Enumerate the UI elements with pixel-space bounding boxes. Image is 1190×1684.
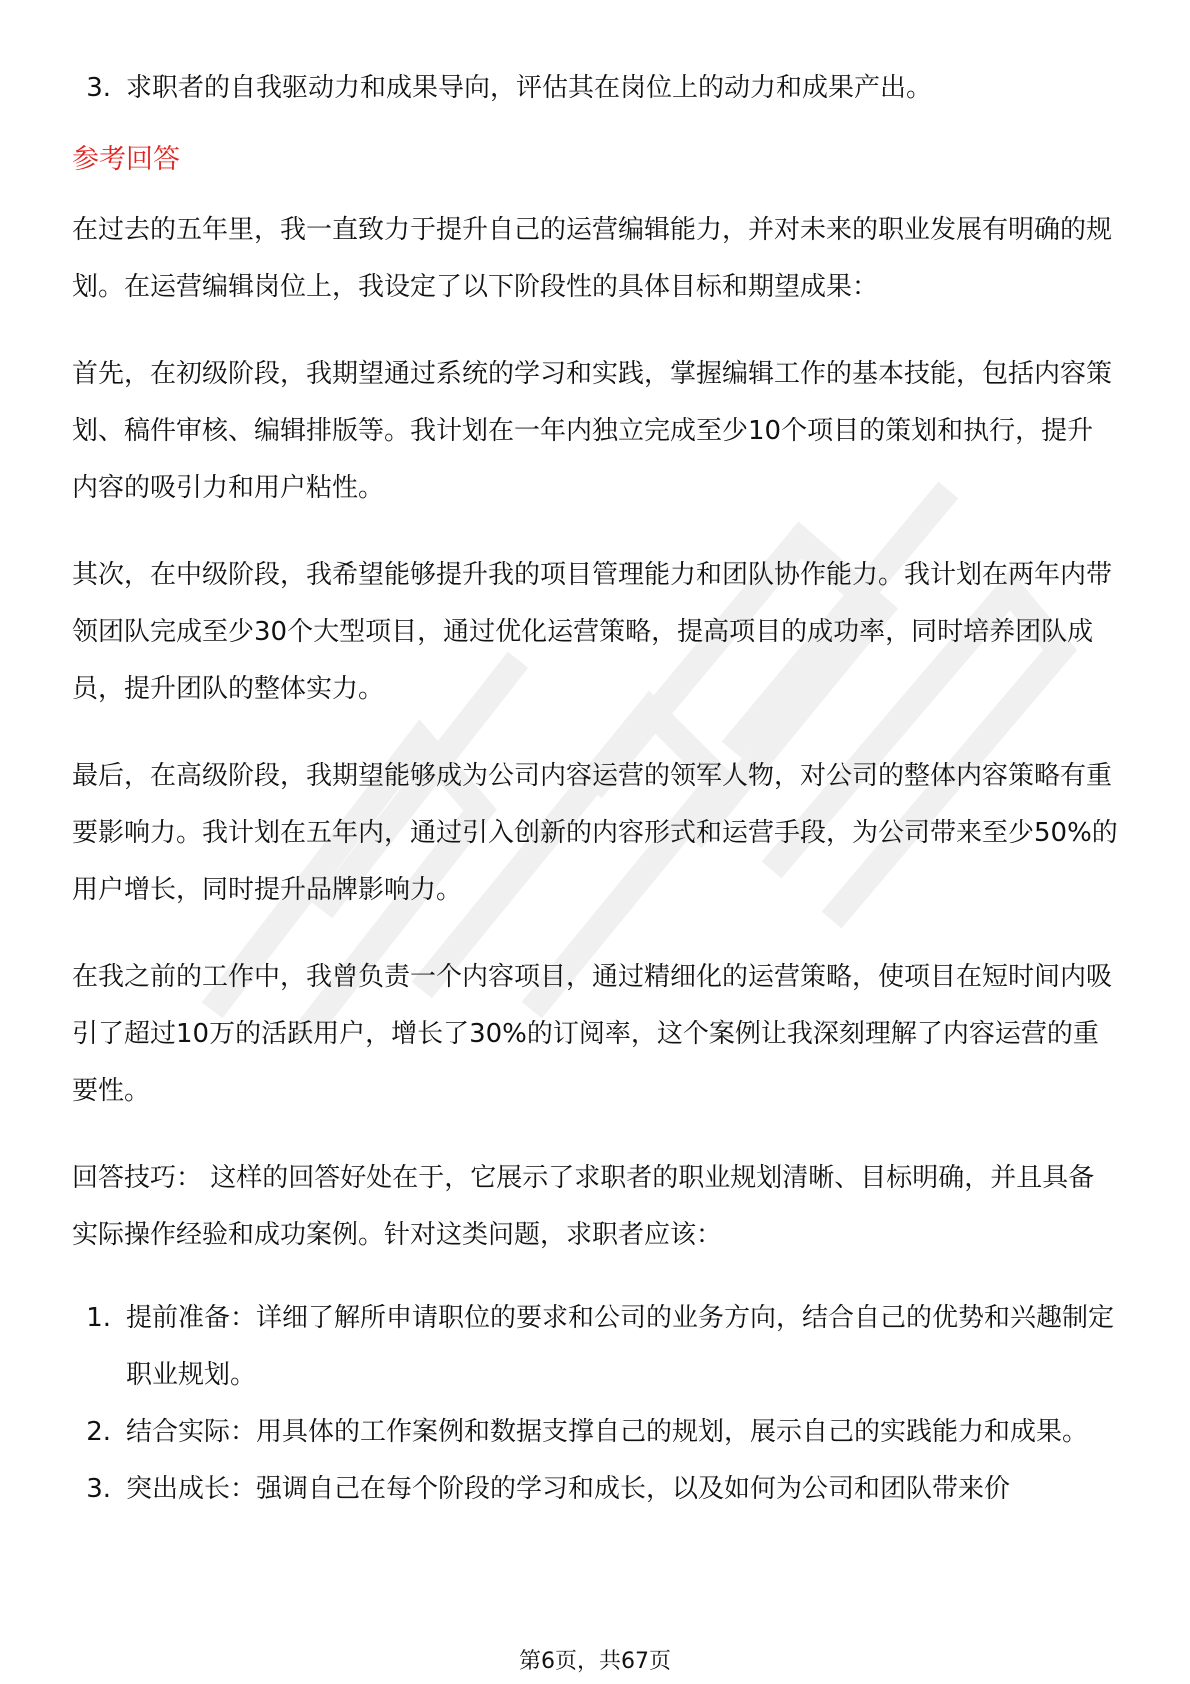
- list-item: [72, 1290, 1118, 1404]
- list-number: 3.: [86, 73, 111, 103]
- section-heading: 参考回答: [72, 144, 180, 175]
- document-body: [72, 60, 1118, 1518]
- tips-list: [72, 1290, 1118, 1518]
- list-text: 结合实际：用具体的工作案例和数据支撑自己的规划，展示自己的实践能力和成果。: [126, 1417, 1089, 1447]
- list-item: [72, 1461, 1118, 1518]
- list-text: 提前准备：详细了解所申请职位的要求和公司的业务方向，结合自己的优势和兴趣制定职业规划。: [126, 1303, 1115, 1390]
- paragraph: 其次，在中级阶段，我希望能够提升我的项目管理能力和团队协作能力。我计划在两年内带领团队完成至少30个大型项目，通过优化运营策略，提高项目的成功率，同时培养团队成员，提升团队的整体实力。: [72, 560, 1113, 704]
- list-number: 1.: [86, 1303, 111, 1333]
- paragraph: 最后，在高级阶段，我期望能够成为公司内容运营的领军人物，对公司的整体内容策略有重要影响力。我计划在五年内，通过引入创新的内容形式和运营手段，为公司带来至少50%的用户增长，同时提升品牌影响力。: [72, 761, 1118, 905]
- list-number: 3.: [86, 1474, 111, 1504]
- paragraph: 首先，在初级阶段，我期望通过系统的学习和实践，掌握编辑工作的基本技能，包括内容策划、稿件审核、编辑排版等。我计划在一年内独立完成至少10个项目的策划和执行，提升内容的吸引力和用户粘性。: [72, 359, 1113, 503]
- page-footer: 第6页，共67页: [519, 1649, 671, 1674]
- list-text: 求职者的自我驱动力和成果导向，评估其在岗位上的动力和成果产出。: [126, 73, 933, 103]
- paragraph: 在过去的五年里，我一直致力于提升自己的运营编辑能力，并对未来的职业发展有明确的规划。在运营编辑岗位上，我设定了以下阶段性的具体目标和期望成果：: [72, 215, 1113, 302]
- list-text: 突出成长：强调自己在每个阶段的学习和成长，以及如何为公司和团队带来价: [126, 1474, 1011, 1504]
- paragraph: 回答技巧： 这样的回答好处在于，它展示了求职者的职业规划清晰、目标明确，并且具备实际操作经验和成功案例。针对这类问题，求职者应该：: [72, 1163, 1095, 1250]
- list-item: [72, 60, 1118, 117]
- list-number: 2.: [86, 1417, 111, 1447]
- paragraph: 在我之前的工作中，我曾负责一个内容项目，通过精细化的运营策略，使项目在短时间内吸引了超过10万的活跃用户，增长了30%的订阅率，这个案例让我深刻理解了内容运营的重要性。: [72, 962, 1113, 1106]
- list-item: [72, 1404, 1118, 1461]
